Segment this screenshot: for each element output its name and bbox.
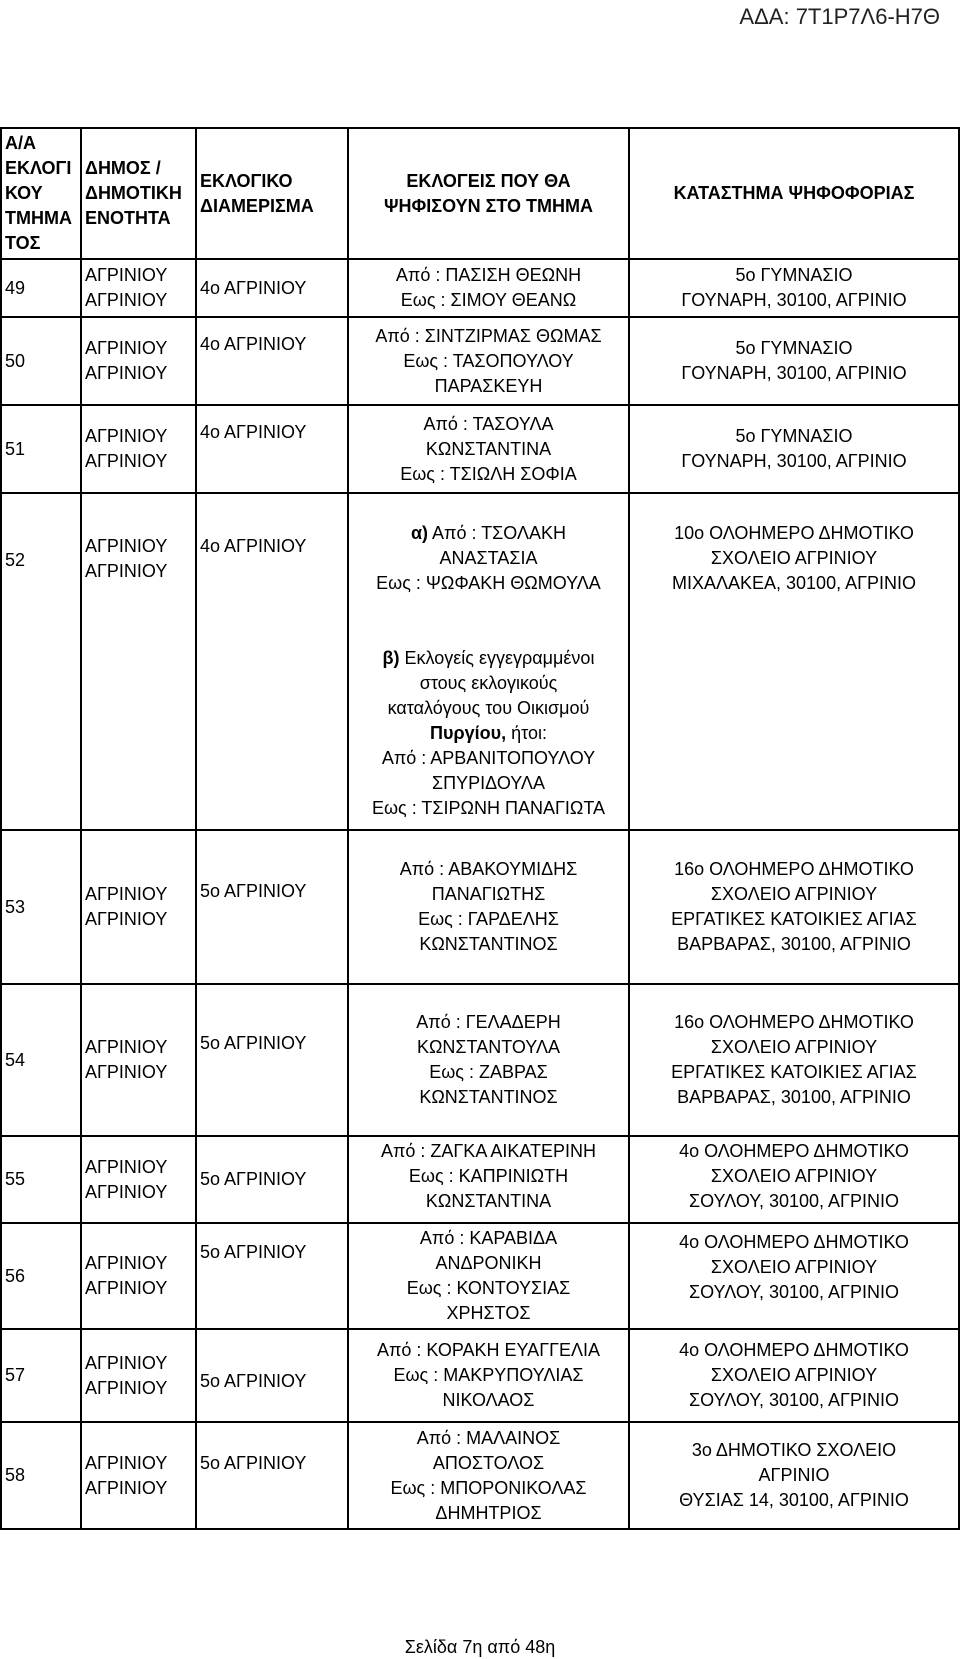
section-number: 53 — [1, 830, 81, 984]
section-number: 58 — [1, 1422, 81, 1529]
store-cell: 3ο ΔΗΜΟΤΙΚΟ ΣΧΟΛΕΙΟ ΑΓΡΙΝΙΟ ΘΥΣΙΑΣ 14, 30100, ΑΓΡΙΝΙΟ — [629, 1422, 959, 1529]
voters-cell: Από : ΓΕΛΑΔΕΡΗ ΚΩΝΣΤΑΝΤΟΥΛΑ Εως : ΖΑΒΡΑΣ ΚΩΝΣΤΑΝΤΙΝΟΣ — [348, 984, 629, 1136]
store-cell: 5ο ΓΥΜΝΑΣΙΟ ΓΟΥΝΑΡΗ, 30100, ΑΓΡΙΝΙΟ — [629, 317, 959, 405]
diamerisma-cell: 5ο ΑΓΡΙΝΙΟΥ — [196, 830, 348, 984]
voters-prefix-b: β) — [382, 648, 400, 668]
settlement-name: Πυργίου, — [430, 723, 507, 743]
dimos-cell: ΑΓΡΙΝΙΟΥ ΑΓΡΙΝΙΟΥ — [81, 405, 196, 493]
col-header-voters: ΕΚΛΟΓΕΙΣ ΠΟΥ ΘΑ ΨΗΦΙΣΟΥΝ ΣΤΟ ΤΜΗΜΑ — [348, 128, 629, 259]
table-row — [1, 1329, 959, 1422]
election-sections-table — [0, 127, 960, 1530]
table-row — [1, 984, 959, 1136]
table-row — [1, 493, 959, 830]
store-cell: 5ο ΓΥΜΝΑΣΙΟ ΓΟΥΝΑΡΗ, 30100, ΑΓΡΙΝΙΟ — [629, 259, 959, 317]
page-footer: Σελίδα 7η από 48η — [404, 1637, 556, 1657]
table-row — [1, 1136, 959, 1223]
diamerisma-cell: 5ο ΑΓΡΙΝΙΟΥ — [196, 984, 348, 1136]
diamerisma-cell: 5ο ΑΓΡΙΝΙΟΥ — [196, 1422, 348, 1529]
diamerisma-cell: 4ο ΑΓΡΙΝΙΟΥ — [196, 317, 348, 405]
dimos-cell: ΑΓΡΙΝΙΟΥ ΑΓΡΙΝΙΟΥ — [81, 830, 196, 984]
col-header-diamerisma: ΕΚΛΟΓΙΚΟ ΔΙΑΜΕΡΙΣΜΑ — [196, 128, 348, 259]
table-header-row — [1, 128, 959, 259]
section-number: 57 — [1, 1329, 81, 1422]
store-cell: 4ο ΟΛΟΗΜΕΡΟ ΔΗΜΟΤΙΚΟ ΣΧΟΛΕΙΟ ΑΓΡΙΝΙΟΥ ΣΟΥΛΟΥ, 30100, ΑΓΡΙΝΙΟ — [629, 1223, 959, 1329]
voters-cell: Από : ΚΟΡΑΚΗ ΕΥΑΓΓΕΛΙΑ Εως : ΜΑΚΡΥΠΟΥΛΙΑΣ ΝΙΚΟΛΑΟΣ — [348, 1329, 629, 1422]
section-number: 55 — [1, 1136, 81, 1223]
diamerisma-cell: 5ο ΑΓΡΙΝΙΟΥ — [196, 1136, 348, 1223]
voters-cell: Από : ΤΑΣΟΥΛΑ ΚΩΝΣΤΑΝΤΙΝΑ Εως : ΤΣΙΩΛΗ ΣΟΦΙΑ — [348, 405, 629, 493]
voters-cell: Από : ΠΑΣΙΣΗ ΘΕΩΝΗ Εως : ΣΙΜΟΥ ΘΕΑΝΩ — [348, 259, 629, 317]
store-cell: 4ο ΟΛΟΗΜΕΡΟ ΔΗΜΟΤΙΚΟ ΣΧΟΛΕΙΟ ΑΓΡΙΝΙΟΥ ΣΟΥΛΟΥ, 30100, ΑΓΡΙΝΙΟ — [629, 1136, 959, 1223]
store-cell: 4ο ΟΛΟΗΜΕΡΟ ΔΗΜΟΤΙΚΟ ΣΧΟΛΕΙΟ ΑΓΡΙΝΙΟΥ ΣΟΥΛΟΥ, 30100, ΑΓΡΙΝΙΟ — [629, 1329, 959, 1422]
section-number: 49 — [1, 259, 81, 317]
ada-code: ΑΔΑ: 7Τ1Ρ7Λ6-Η7Θ — [739, 4, 940, 29]
store-cell: 16ο ΟΛΟΗΜΕΡΟ ΔΗΜΟΤΙΚΟ ΣΧΟΛΕΙΟ ΑΓΡΙΝΙΟΥ ΕΡΓΑΤΙΚΕΣ ΚΑΤΟΙΚΙΕΣ ΑΓΙΑΣ ΒΑΡΒΑΡΑΣ, 30100, ΑΓΡΙΝΙΟ — [629, 984, 959, 1136]
col-header-dimos: ΔΗΜΟΣ / ΔΗΜΟΤΙΚΗ ΕΝΟΤΗΤΑ — [81, 128, 196, 259]
table-row — [1, 830, 959, 984]
col-header-aa: Α/Α ΕΚΛΟΓΙ ΚΟΥ ΤΜΗΜΑ ΤΟΣ — [1, 128, 81, 259]
diamerisma-cell: 4ο ΑΓΡΙΝΙΟΥ — [196, 405, 348, 493]
section-number: 56 — [1, 1223, 81, 1329]
diamerisma-cell: 5ο ΑΓΡΙΝΙΟΥ — [196, 1223, 348, 1329]
table-row — [1, 317, 959, 405]
store-cell: 10ο ΟΛΟΗΜΕΡΟ ΔΗΜΟΤΙΚΟ ΣΧΟΛΕΙΟ ΑΓΡΙΝΙΟΥ ΜΙΧΑΛΑΚΕΑ, 30100, ΑΓΡΙΝΙΟ — [629, 493, 959, 830]
voters-cell: Από : ΑΒΑΚΟΥΜΙΔΗΣ ΠΑΝΑΓΙΩΤΗΣ Εως : ΓΑΡΔΕΛΗΣ ΚΩΝΣΤΑΝΤΙΝΟΣ — [348, 830, 629, 984]
diamerisma-cell: 4ο ΑΓΡΙΝΙΟΥ — [196, 259, 348, 317]
table-row — [1, 405, 959, 493]
store-cell: 16ο ΟΛΟΗΜΕΡΟ ΔΗΜΟΤΙΚΟ ΣΧΟΛΕΙΟ ΑΓΡΙΝΙΟΥ ΕΡΓΑΤΙΚΕΣ ΚΑΤΟΙΚΙΕΣ ΑΓΙΑΣ ΒΑΡΒΑΡΑΣ, 30100, ΑΓΡΙΝΙΟ — [629, 830, 959, 984]
section-number: 50 — [1, 317, 81, 405]
store-cell: 5ο ΓΥΜΝΑΣΙΟ ΓΟΥΝΑΡΗ, 30100, ΑΓΡΙΝΙΟ — [629, 405, 959, 493]
col-header-store: ΚΑΤΑΣΤΗΜΑ ΨΗΦΟΦΟΡΙΑΣ — [629, 128, 959, 259]
voters-cell: Από : ΖΑΓΚΑ ΑΙΚΑΤΕΡΙΝΗ Εως : ΚΑΠΡΙΝΙΩΤΗ ΚΩΝΣΤΑΝΤΙΝΑ — [348, 1136, 629, 1223]
dimos-cell: ΑΓΡΙΝΙΟΥ ΑΓΡΙΝΙΟΥ — [81, 1223, 196, 1329]
dimos-cell: ΑΓΡΙΝΙΟΥ ΑΓΡΙΝΙΟΥ — [81, 1136, 196, 1223]
table-row — [1, 1422, 959, 1529]
section-number: 51 — [1, 405, 81, 493]
section-number: 52 — [1, 493, 81, 830]
voters-cell: Από : ΚΑΡΑΒΙΔΑ ΑΝΔΡΟΝΙΚΗ Εως : ΚΟΝΤΟΥΣΙΑΣ ΧΡΗΣΤΟΣ — [348, 1223, 629, 1329]
section-number: 54 — [1, 984, 81, 1136]
dimos-cell: ΑΓΡΙΝΙΟΥ ΑΓΡΙΝΙΟΥ — [81, 317, 196, 405]
table-row — [1, 259, 959, 317]
voters-prefix-a: α) — [410, 523, 429, 543]
dimos-cell: ΑΓΡΙΝΙΟΥ ΑΓΡΙΝΙΟΥ — [81, 259, 196, 317]
diamerisma-cell: 5ο ΑΓΡΙΝΙΟΥ — [196, 1329, 348, 1422]
diamerisma-cell: 4ο ΑΓΡΙΝΙΟΥ — [196, 493, 348, 830]
table-row — [1, 1223, 959, 1329]
dimos-cell: ΑΓΡΙΝΙΟΥ ΑΓΡΙΝΙΟΥ — [81, 493, 196, 830]
voters-cell: Από : ΜΑΛΑΙΝΟΣ ΑΠΟΣΤΟΛΟΣ Εως : ΜΠΟΡΟΝΙΚΟΛΑΣ ΔΗΜΗΤΡΙΟΣ — [348, 1422, 629, 1529]
dimos-cell: ΑΓΡΙΝΙΟΥ ΑΓΡΙΝΙΟΥ — [81, 1422, 196, 1529]
dimos-cell: ΑΓΡΙΝΙΟΥ ΑΓΡΙΝΙΟΥ — [81, 984, 196, 1136]
voters-cell: Από : ΣΙΝΤΖΙΡΜΑΣ ΘΩΜΑΣ Εως : ΤΑΣΟΠΟΥΛΟΥ ΠΑΡΑΣΚΕΥΗ — [348, 317, 629, 405]
voters-cell: α) Από : ΤΣΟΛΑΚΗ ΑΝΑΣΤΑΣΙΑ Εως : ΨΩΦΑΚΗ ΘΩΜΟΥΛΑ β) Εκλογείς εγγεγραμμένοι στους εκλογικούς καταλόγους του Οικισμού Πυργίου, ήτοι: Από : ΑΡΒΑΝΙΤΟΠΟΥΛΟΥ ΣΠΥΡΙΔΟΥΛΑ Εως : ΤΣΙΡΩΝΗ ΠΑΝΑΓΙΩΤΑ — [348, 493, 629, 830]
dimos-cell: ΑΓΡΙΝΙΟΥ ΑΓΡΙΝΙΟΥ — [81, 1329, 196, 1422]
